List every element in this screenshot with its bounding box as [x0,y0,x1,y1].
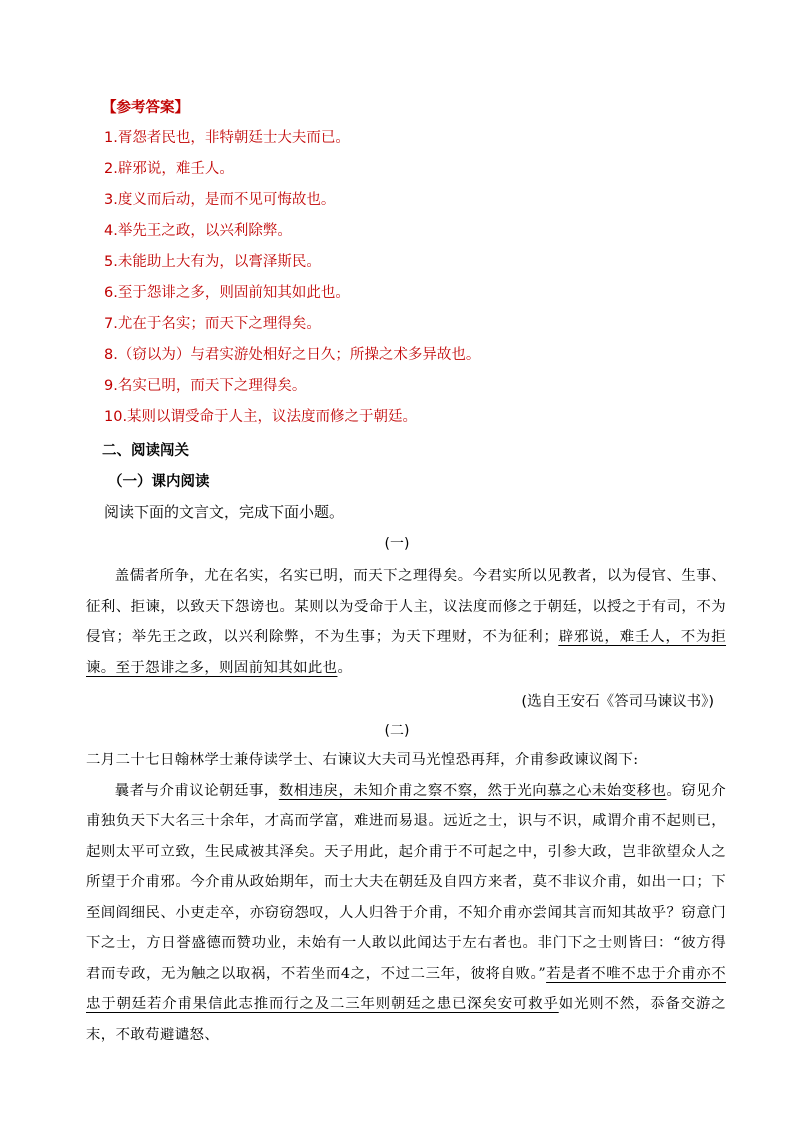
passage2-paragraph [86,776,726,1051]
passage1-body [86,561,726,683]
passage2-underlined-1: 数相违戾，未知介甫之察不察，然于光向慕之心未始变移也 [278,782,667,799]
passage1-underlined: 辟邪说，难壬人，不为拒谏。至于怨诽之多，则固前知其如此也 [86,629,727,676]
passage2-opening: 二月二十七日翰林学士兼侍读学士、右谏议大夫司马光惶恐再拜，介甫参政谏议阁下: [86,752,639,768]
passage2-text-middle: 。窃见介甫独负天下大名三十余年，才高而学富，难进而易退。远近之士，识与不识，咸谓介甫不起则已，起则太平可立致，生民咸被其泽矣。天子用此，起介甫于不可起之中，引参大政，岂非欲望众人之所望于介甫邪。今介甫从政始期年，而士大夫在朝廷及自四方来者，莫不非议介甫，如出一口；下至闾阎细民、小吏走卒，亦窃窃怨叹，人人归咎于介甫，不知介甫亦尝闻其言而知其故乎？窃意门下之士，方日誉盛德而赞功业，未始有一人敢以此闻达于左右者也。非门下之士则皆曰：“彼方得君而专政，无为触之以取祸，不若坐而4之，不过二三年，彼将自败。” [86,782,726,982]
passage2-body [86,745,726,1050]
answer-item: 6.至于怨诽之多，则固前知其如此也。 [104,285,350,301]
answer-item: 9.名实已明，而天下之理得矣。 [104,378,307,394]
answer-item: 3.度义而后动，是而不见可悔故也。 [104,192,336,208]
answer-item: 1.胥怨者民也，非特朝廷士大夫而已。 [104,130,350,146]
answer-list [104,127,704,437]
answer-header: 【参考答案】 [102,100,189,116]
passage1-label: (一) [384,536,410,552]
passage1-text: 盖儒者所争，尤在名实，名实已明，而天下之理得矣。今君实所以见教者，以为侵官、生事、征利、拒谏，以致天下怨谤也。某则以为受命于人主，议法度而修之于朝廷，以授之于有司，不为侵官；举先王之政，以兴利除弊，不为生事；为天下理财，不为征利； [86,568,726,645]
answer-item: 10.某则以谓受命于人主，议法度而修之于朝廷。 [104,409,418,425]
answer-item: 2.辟邪说，难壬人。 [104,161,234,177]
passage1-source: (选自王安石《答司马谏议书》) [521,694,714,710]
answer-item: 7.尤在于名实；而天下之理得矣。 [104,316,321,332]
passage1-paragraph [86,561,726,683]
section-title: 二、阅读闯关 [102,443,189,459]
answer-item: 8.（窃以为）与君实游处相好之日久；所操之术多异故也。 [104,347,481,363]
answer-item: 5.未能助上大有为，以膏泽斯民。 [104,254,321,270]
subsection-title: （一）课内阅读 [108,474,210,490]
answer-item: 4.举先王之政，以兴利除弊。 [104,223,292,239]
passage1-text-end: 。 [337,659,353,676]
passage2-label: (二) [384,723,410,739]
passage2-underlined-2: 若是者不唯不忠于介甫亦不忠于朝廷若介甫果信此志推而行之及二三年则朝廷之患已深矣安可救乎 [86,965,726,1012]
passage2-text-end: 如光则不然，忝备交游之末，不敢苟避谴怒、 [86,996,726,1043]
passage2-text: 曩者与介甫议论朝廷事， [114,782,279,799]
instruction-text: 阅读下面的文言文，完成下面小题。 [104,503,345,521]
